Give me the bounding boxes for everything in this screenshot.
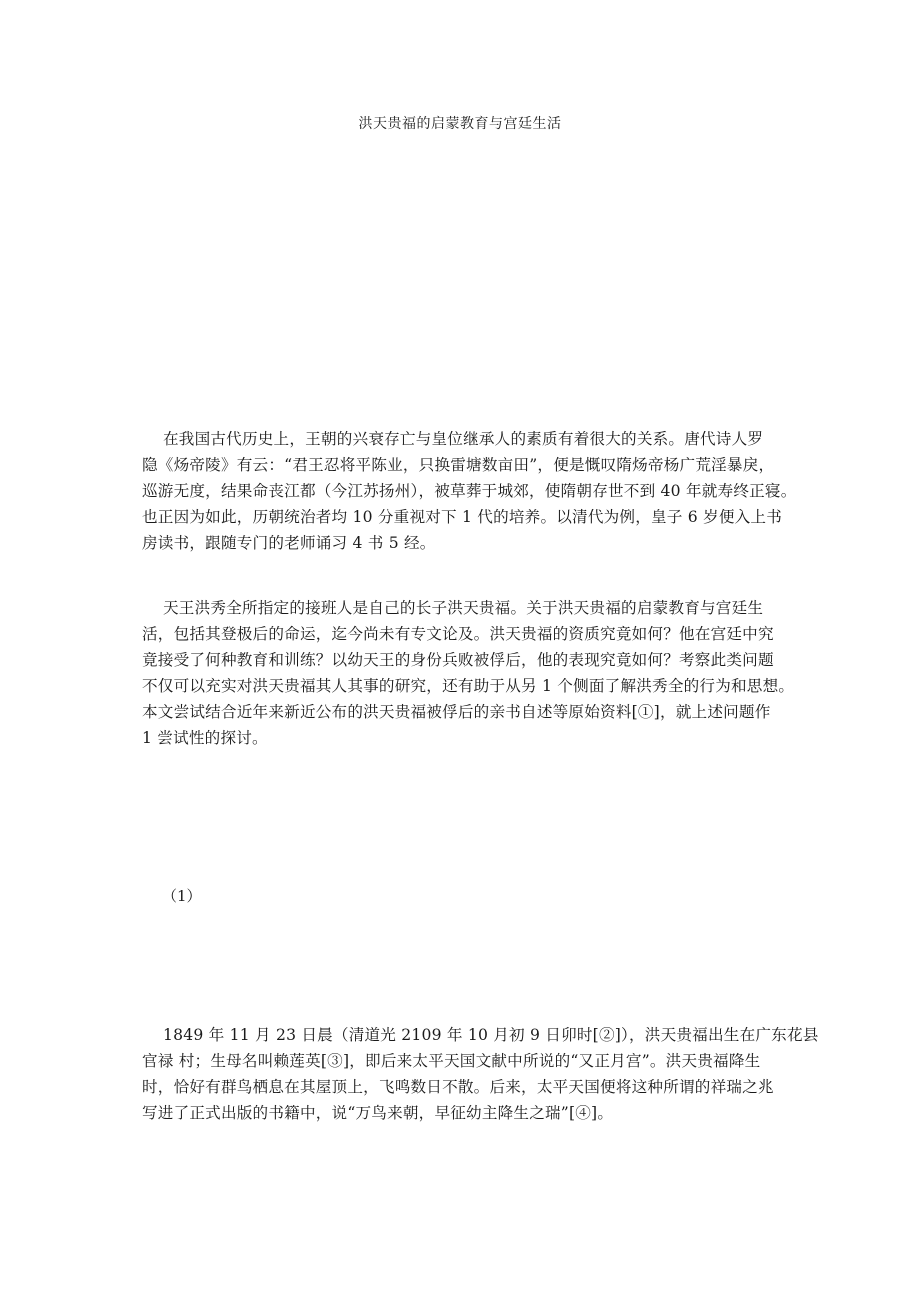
text-line: 本文尝试结合近年来新近公布的洪天贵福被俘后的亲书自述等原始资料[①]，就上述问题作 [142,703,771,721]
document-title: 洪天贵福的启蒙教育与宫廷生活 [358,116,562,132]
text-line: 写进了正式出版的书籍中，说“万鸟来朝，早征幼主降生之瑞”[④]。 [142,1104,614,1122]
text-line: 1 尝试性的探讨。 [142,729,268,747]
text-line: 不仅可以充实对洪天贵福其人其事的研究，还有助于从另 1 个侧面了解洪秀全的行为和思想。 [142,677,795,695]
text-line: 官禄 村；生母名叫赖莲英[③]，即后来太平天国文献中所说的“又正月宫”。洪天贵福降生 [142,1052,761,1070]
text-line: 天王洪秀全所指定的接班人是自己的长子洪天贵福。关于洪天贵福的启蒙教育与宫廷生 [163,599,764,617]
text-line: 时，恰好有群鸟栖息在其屋顶上，飞鸣数日不散。后来，太平天国便将这种所谓的祥瑞之兆 [142,1078,774,1096]
paragraph-purpose [142,595,798,751]
paragraph-birth [142,1022,819,1126]
text-line: 1849 年 11 月 23 日晨（清道光 2109 年 10 月初 9 日卯时[②]），洪天贵福出生在广东花县 [163,1026,819,1044]
text-line: 竟接受了何种教育和训练？以幼天王的身份兵败被俘后，他的表现究竟如何？考察此类问题 [142,651,774,669]
text-line: 活，包括其登极后的命运，迄今尚未有专文论及。洪天贵福的资质究竟如何？他在宫廷中究 [142,625,774,643]
text-line: 巡游无度，结果命丧江都（今江苏扬州），被草葬于城郊，使隋朝存世不到 40 年就寿终正寝。 [142,482,797,500]
section-heading: （1） [162,887,202,905]
text-line: 在我国古代历史上，王朝的兴衰存亡与皇位继承人的素质有着很大的关系。唐代诗人罗 [163,430,764,448]
text-line: 也正因为如此，历朝统治者均 10 分重视对下 1 代的培养。以清代为例，皇子 6 岁便入上书 [142,508,783,526]
text-line: 房读书，跟随专门的老师诵习 4 书 5 经。 [142,534,436,552]
text-line: 隐《炀帝陵》有云：“君王忍将平陈业，只换雷塘数亩田”，便是慨叹隋炀帝杨广荒淫暴戾， [142,456,775,474]
paragraph-intro [142,426,798,556]
